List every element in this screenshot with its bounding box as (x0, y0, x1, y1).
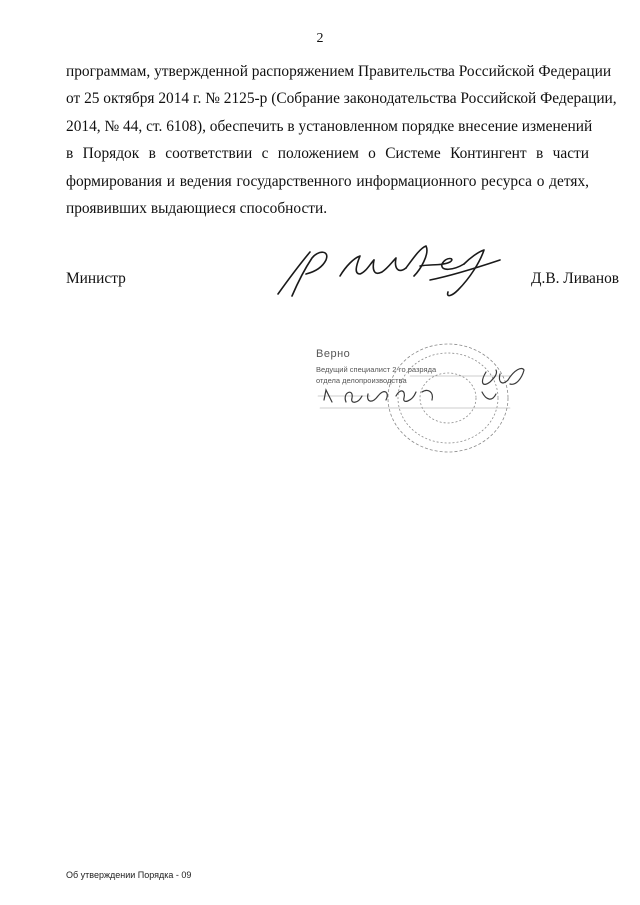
minister-signature (270, 236, 510, 306)
body-line: проявивших выдающиеся способности. (66, 200, 328, 218)
body-line: 2014, № 44, ст. 6108), обеспечить в установленном порядке внесение изменений (66, 117, 593, 135)
body-line: программам, утвержденной распоряжением Правительства Российской Федерации (66, 63, 612, 80)
minister-title: Министр (66, 270, 126, 287)
stamp-position: Ведущий специалист 2-го разряда (316, 365, 437, 374)
body-line: формирования и ведения государственного информационного ресурса о детях, (66, 172, 589, 190)
page-number: 2 (316, 31, 324, 46)
certification-stamp (310, 330, 540, 460)
stamp-department: отдела делопроизводства (316, 376, 407, 385)
body-paragraph (66, 58, 617, 222)
body-line: в Порядок в соответствии с положением о Системе Контингент в части (66, 145, 589, 163)
body-line: от 25 октября 2014 г. № 2125-р (Собрание законодательства Российской Федерации, (66, 90, 617, 108)
footer-reference: Об утверждении Порядка - 09 (66, 870, 192, 880)
minister-name: Д.В. Ливанов (531, 270, 620, 287)
stamp-verno: Верно (316, 348, 351, 360)
